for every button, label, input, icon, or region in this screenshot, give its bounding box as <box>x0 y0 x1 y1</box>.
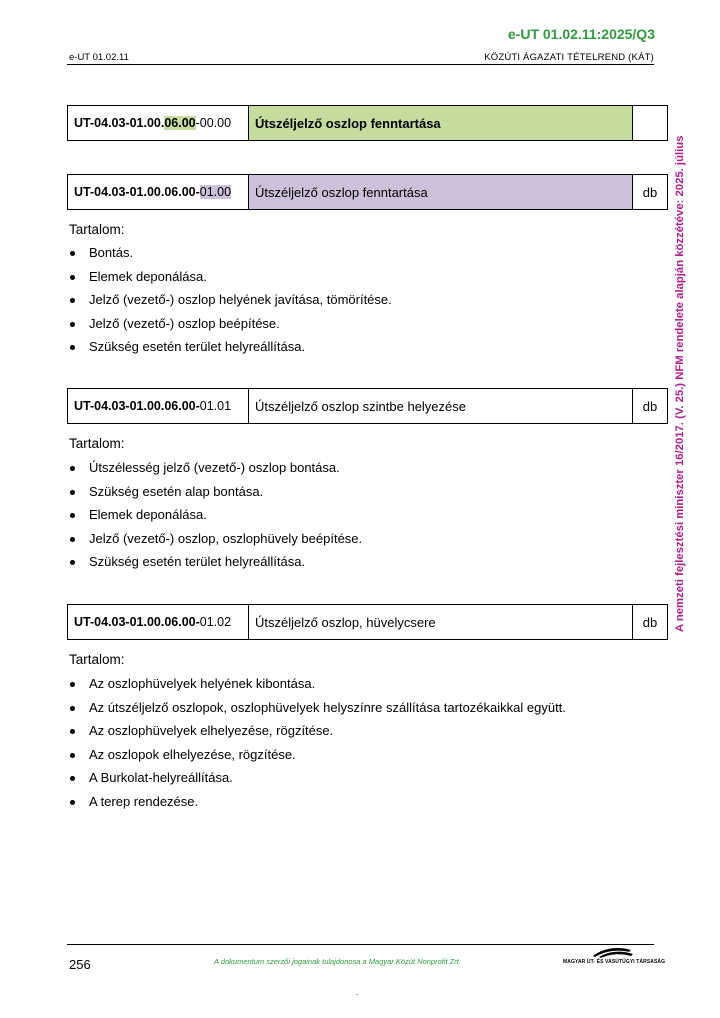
list-item: Szükség esetén terület helyreállítása. <box>69 335 392 359</box>
item-title: Útszéljelző oszlop fenntartása <box>249 106 633 141</box>
bullet-icon <box>70 466 75 471</box>
bullet-icon <box>70 251 75 256</box>
bullet-icon <box>70 776 75 781</box>
list-item: Elemek deponálása. <box>69 265 392 289</box>
item-code: UT-04.03-01.00.06.00-00.00 <box>68 106 249 141</box>
bullet-icon <box>70 560 75 565</box>
header-divider <box>67 64 654 65</box>
header-left-text: e-UT 01.02.11 <box>69 52 129 63</box>
item-unit <box>633 106 668 141</box>
item-code: UT-04.03-01.00.06.00-01.00 <box>68 175 249 210</box>
content-label: Tartalom: <box>69 222 125 237</box>
bullet-icon <box>70 345 75 350</box>
bullet-icon <box>70 322 75 327</box>
page-mark <box>356 994 358 995</box>
item-table-group <box>67 105 668 141</box>
list-item: Jelző (vezető-) oszlop beépítése. <box>69 312 392 336</box>
item-table-01-00 <box>67 174 668 210</box>
list-item: Elemek deponálása. <box>69 503 362 527</box>
logo-text: MAGYAR ÚT- ÉS VASÚTÜGYI TÁRSASÁG <box>563 959 666 965</box>
bullet-icon <box>70 537 75 542</box>
item-title: Útszéljelző oszlop, hüvelycsere <box>249 605 633 640</box>
bullet-icon <box>70 800 75 805</box>
bullet-icon <box>70 490 75 495</box>
bullet-icon <box>70 706 75 711</box>
bullet-icon <box>70 513 75 518</box>
list-item: A terep rendezése. <box>69 790 566 814</box>
item-table-01-01 <box>67 388 668 424</box>
list-item: Szükség esetén terület helyreállítása. <box>69 550 362 574</box>
item-unit: db <box>633 389 668 424</box>
item-code: UT-04.03-01.00.06.00-01.02 <box>68 605 249 640</box>
list-item: Szükség esetén alap bontása. <box>69 480 362 504</box>
bullet-icon <box>70 682 75 687</box>
header-right-text: KÖZÚTI ÁGAZATI TÉTELREND (KÁT) <box>484 52 654 63</box>
list-item: Az oszlophüvelyek elhelyezése, rögzítése. <box>69 719 566 743</box>
item-unit: db <box>633 605 668 640</box>
list-item: A Burkolat-helyreállítása. <box>69 766 566 790</box>
page-number: 256 <box>69 957 91 972</box>
content-label: Tartalom: <box>69 436 125 451</box>
list-item: Az oszlopok elhelyezése, rögzítése. <box>69 743 566 767</box>
item-title: Útszéljelző oszlop szintbe helyezése <box>249 389 633 424</box>
list-item: Az oszlophüvelyek helyének kibontása. <box>69 672 566 696</box>
item-table-01-02 <box>67 604 668 640</box>
list-item: Jelző (vezető-) oszlop, oszlophüvely beépítése. <box>69 527 362 551</box>
bullet-icon <box>70 298 75 303</box>
item-title: Útszéljelző oszlop fenntartása <box>249 175 633 210</box>
list-item: Jelző (vezető-) oszlop helyének javítása, tömörítése. <box>69 288 392 312</box>
bullet-icon <box>70 729 75 734</box>
list-item: Bontás. <box>69 241 392 265</box>
item-unit: db <box>633 175 668 210</box>
content-list <box>69 456 362 574</box>
list-item: Az útszéljelző oszlopok, oszlophüvelyek helyszínre szállítása tartozékaikkal együtt. <box>69 696 566 720</box>
item-code: UT-04.03-01.00.06.00-01.01 <box>68 389 249 424</box>
content-label: Tartalom: <box>69 652 125 667</box>
bullet-icon <box>70 275 75 280</box>
content-list <box>69 241 392 359</box>
footer-divider <box>67 944 654 945</box>
bullet-icon <box>70 753 75 758</box>
list-item: Útszélesség jelző (vezető-) oszlop bontása. <box>69 456 362 480</box>
vertical-publication-note: A nemzeti fejlesztési miniszter 16/2017. (V. 25.) NFM rendelete alapján közzétéve: 2025. július <box>674 135 686 632</box>
content-list <box>69 672 566 814</box>
document-code: e-UT 01.02.11:2025/Q3 <box>507 26 655 42</box>
copyright-notice: A dokumentum szerzői jogainak tulajdonosa a Magyar Közút Nonprofit Zrt. <box>214 957 461 966</box>
